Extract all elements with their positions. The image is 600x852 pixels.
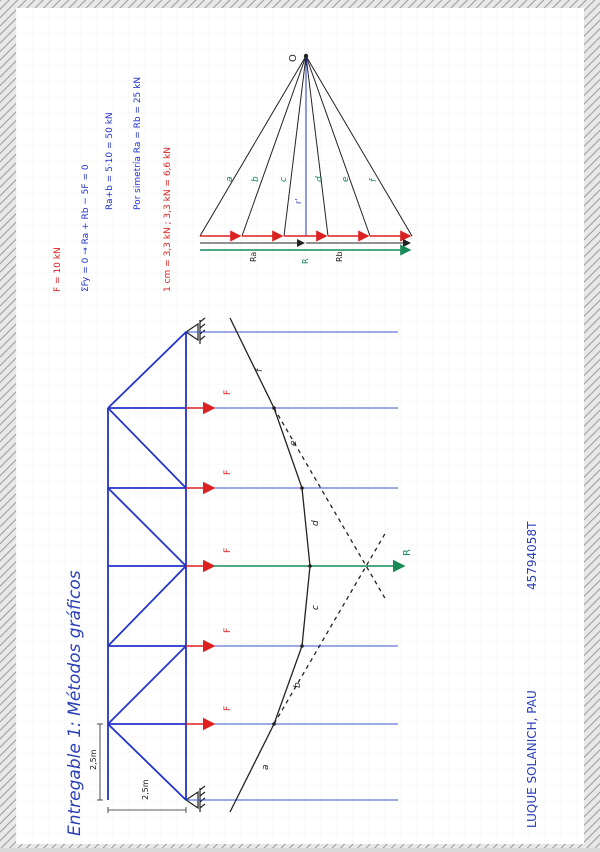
ray-label-d: d [315,176,325,182]
ray-label-a: a [225,176,235,182]
force-label: F [223,547,233,553]
funicular-label-f: f [255,368,265,372]
rb-label: Rb [335,251,344,262]
student-id: 45794058T [525,521,539,590]
force-label: F [223,469,233,475]
ray-label-f: f [369,178,379,182]
ray-prime-label: r' [294,198,303,204]
funicular-label-e: e [289,440,299,446]
eq-symmetry: Por simetría Ra = Rb = 25 kN [133,76,143,210]
ra-label: Ra [249,251,258,262]
pole-point [304,54,308,58]
eq-sum-fy: ΣFy = 0 → Ra + Rb − 5F = 0 [81,164,91,292]
sheet-heading: Entregable 1: Métodos gráficos [65,570,85,836]
ray-label-e: e [341,176,351,182]
r-label: R [301,258,310,264]
dimension-width: 2,5m [141,779,150,800]
force-label: F [223,627,233,633]
resultant-label: R [402,549,413,556]
eq-ra-rb: Ra+b = 5·10 = 50 kN [105,112,115,210]
funicular-label-a: a [261,764,271,770]
dimension-height: 2,5m [89,749,98,770]
funicular-label-b: b [293,682,303,688]
funicular-label-d: d [311,520,321,526]
ray-label-b: b [251,176,261,182]
paper-grid [16,8,584,844]
ray-label-c: c [279,177,289,182]
force-label: F [223,705,233,711]
funicular-label-c: c [311,605,321,610]
eq-scale: 1 cm = 3,3 kN ; 3,3 kN = 6,6 kN [163,147,173,292]
pole-label: O [288,54,299,62]
author-name: LUQUE SOLANICH, PAU [525,690,539,828]
force-label: F [223,389,233,395]
eq-force: F = 10 kN [53,247,63,292]
